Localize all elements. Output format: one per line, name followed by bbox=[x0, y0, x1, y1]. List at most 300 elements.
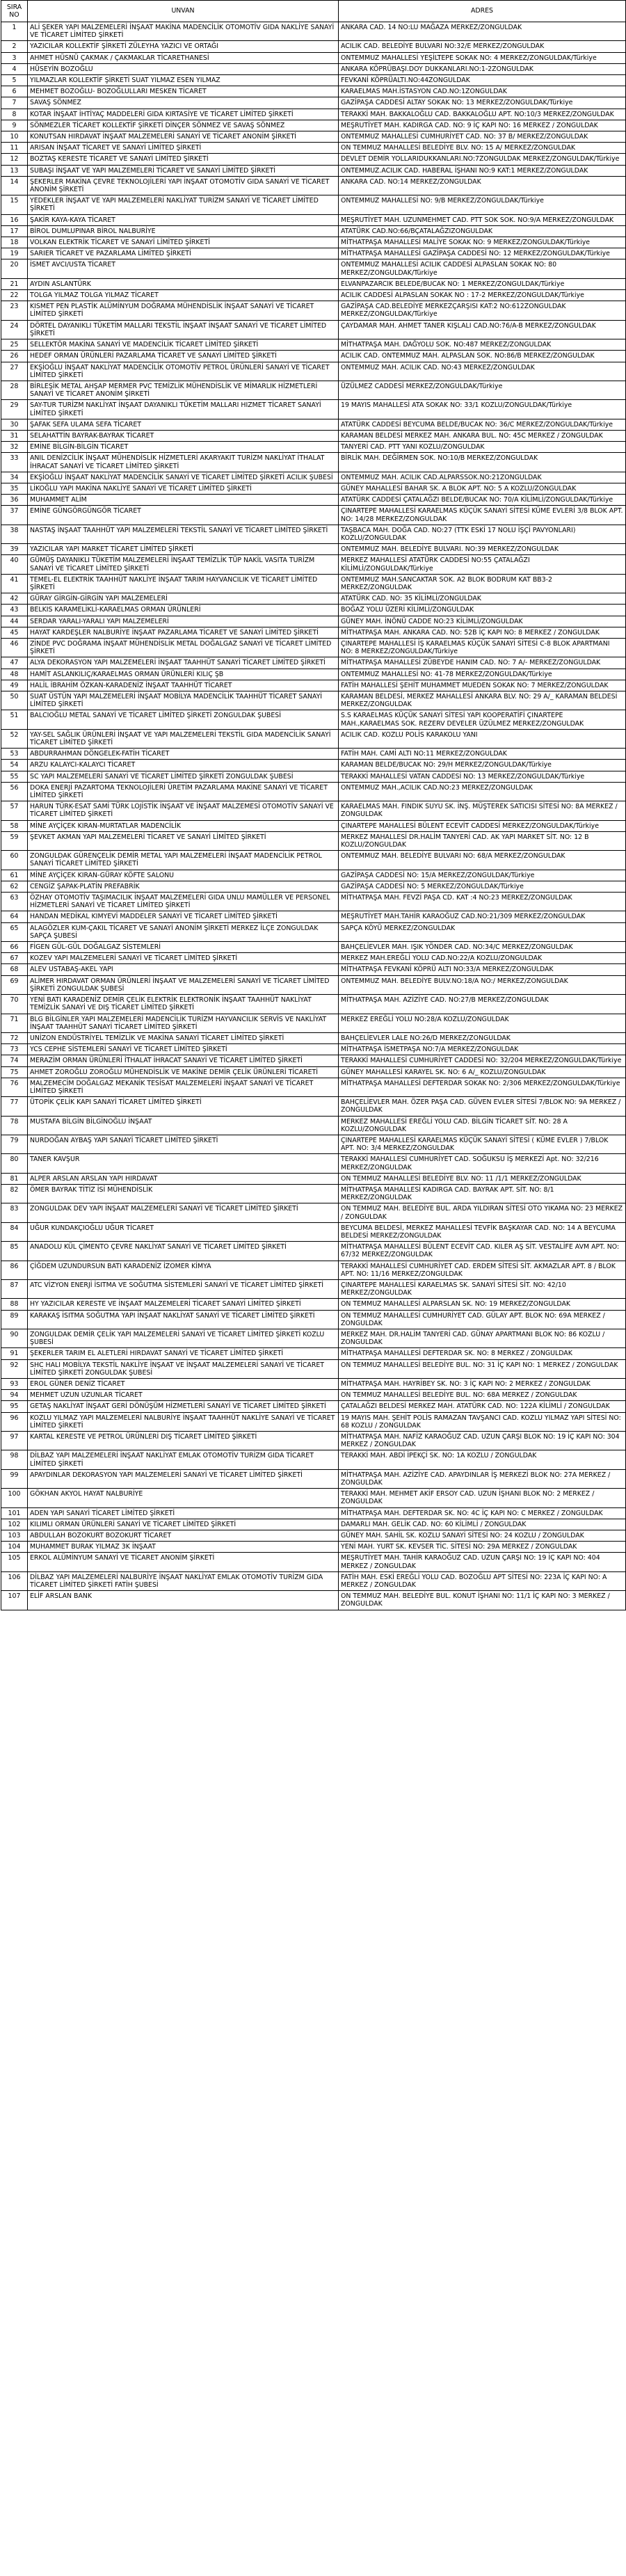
row-number: 103 bbox=[1, 1530, 28, 1542]
company-address: ONTEMMUZ.ACILIK CAD. HABERAL İŞHANI NO:9 KAT:1 MERKEZ/ZONGULDAK bbox=[339, 165, 626, 176]
row-number: 10 bbox=[1, 131, 28, 143]
company-name: SC YAPI MALZEMELERİ SANAYİ VE TİCARET LİMİTED ŞİRKETİ ZONGULDAK ŞUBESİ bbox=[28, 771, 339, 782]
company-name: MEHMET BOZOĞLU- BOZOĞLULLARI MESKEN TİCARET bbox=[28, 86, 339, 97]
company-name: HY YAZICILAR KERESTE VE İNŞAAT MALZEMELERİ TİCARET SANAYİ LİMİTED ŞİRKETİ bbox=[28, 1299, 339, 1310]
row-number: 83 bbox=[1, 1203, 28, 1222]
company-address: MİTHATPAŞA MAHALLESİ KADIRGA CAD. BAYRAK APT. SİT. NO: 8/1 MERKEZ/ZONGULDAK bbox=[339, 1184, 626, 1203]
table-row bbox=[1, 911, 626, 922]
company-address: ON TEMMUZ MAHALLESİ ALPARSLAN SK. NO: 19 MERKEZ/ZONGULDAK bbox=[339, 1299, 626, 1310]
company-name: ADEN YAPI SANAYİ TİCARET LİMİTED ŞİRKETİ bbox=[28, 1507, 339, 1519]
company-name: EMİNE BİLGİN-BİLGİN TİCARET bbox=[28, 442, 339, 453]
company-name: BOZTAŞ KERESTE TİCARET VE SANAYİ LİMİTED ŞİRKETİ bbox=[28, 154, 339, 165]
table-row bbox=[1, 760, 626, 771]
row-number: 33 bbox=[1, 453, 28, 472]
row-number: 88 bbox=[1, 1299, 28, 1310]
company-address: ONTEMMUZ MAH. ACILIK CAD. NO:43 MERKEZ/ZONGULDAK bbox=[339, 362, 626, 381]
row-number: 52 bbox=[1, 729, 28, 748]
table-row bbox=[1, 669, 626, 680]
row-number: 1 bbox=[1, 22, 28, 41]
company-address: BEYCUMA BELDESİ, MERKEZ MAHALLESİ TEVFİK BAŞKAYAR CAD. NO: 14 A BEYCUMA BELDESİ MERKEZ/ZONGULDAK bbox=[339, 1222, 626, 1241]
company-address: MİTHATPAŞA MAH. NAFİZ KARAOĞUZ CAD. UZUN ÇARŞI BLOK NO: 19 İÇ KAPI NO: 304 MERKEZ / ZONGULDAK bbox=[339, 1432, 626, 1450]
company-name: ZONGULDAK DEMİR ÇELİK YAPI MALZEMELERİ SANAYİ VE TİCARET LİMİTED ŞİRKETİ KOZLU ŞUBESİ bbox=[28, 1329, 339, 1348]
row-number: 11 bbox=[1, 143, 28, 154]
company-name: NASTAŞ İNŞAAT TAAHHÜT YAPI MALZEMELERİ TEKSTİL SANAYİ VE TİCARET LİMİTED ŞİRKETİ bbox=[28, 525, 339, 543]
row-number: 73 bbox=[1, 1044, 28, 1055]
company-name: YCS CEPHE SİSTEMLERİ SANAYİ VE TİCARET LİMİTED ŞİRKETİ bbox=[28, 1044, 339, 1055]
row-number: 41 bbox=[1, 574, 28, 593]
table-row bbox=[1, 574, 626, 593]
table-row bbox=[1, 1412, 626, 1431]
table-row bbox=[1, 1507, 626, 1519]
company-name: DOKA ENERJİ PAZARTOMA TEKNOLOJİLERİ ÜRETİM PAZARLAMA MAKİNE SANAYİ VE TİCARET LİMİTED ŞİRKETİ bbox=[28, 782, 339, 801]
company-address: GÜNEY MAH. SAHİL SK. KOZLU SANAYİ SİTESİ NO: 24 KOZLU / ZONGULDAK bbox=[339, 1530, 626, 1542]
table-row bbox=[1, 1310, 626, 1329]
company-address: MİTHATPAŞA MAHALLESİ BÜLENT ECEVİT CAD. KILER AŞ SİT. VESTALİFE AVM APT. NO: 67/32 MERKEZ/ZONGULDAK bbox=[339, 1242, 626, 1261]
company-name: ALPER ARSLAN ARSLAN YAPI HIRDAVAT bbox=[28, 1173, 339, 1184]
row-number: 44 bbox=[1, 616, 28, 627]
row-number: 57 bbox=[1, 801, 28, 820]
table-row bbox=[1, 964, 626, 975]
company-name: YAZICILAR YAPI MARKET TİCARET LİMİTED ŞİRKETİ bbox=[28, 544, 339, 555]
row-number: 40 bbox=[1, 555, 28, 574]
company-name: MEHMET UZUN UZUNLAR TİCARET bbox=[28, 1390, 339, 1401]
table-row bbox=[1, 495, 626, 506]
company-name: ABDURRAHMAN DÖNGELEK-FATİH TİCARET bbox=[28, 749, 339, 760]
company-name: GETAŞ NAKLİYAT İNŞAAT GERİ DÖNÜŞÜM HİZMETLERİ SANAYİ VE TİCARET LİMİTED ŞİRKETİ bbox=[28, 1401, 339, 1412]
company-address: ÇINARTEPE MAHALLESİ BÜLENT ECEVİT CADDESİ MERKEZ/ZONGULDAK/Türkiye bbox=[339, 820, 626, 831]
table-row bbox=[1, 638, 626, 657]
table-row bbox=[1, 1078, 626, 1096]
table-row bbox=[1, 362, 626, 381]
company-address: MERKEZ MAH. DR.HALİM TANYERİ CAD. GÜNAY APARTMANI BLOK NO: 86 KOZLU / ZONGULDAK bbox=[339, 1329, 626, 1348]
table-row bbox=[1, 1390, 626, 1401]
table-row bbox=[1, 953, 626, 964]
table-row bbox=[1, 1116, 626, 1135]
company-name: AHMET ZOROĞLU ZOROĞLU MÜHENDİSLİK VE MAKİNE DEMİR ÇELİK ÜRÜNLERİ TİCARETİ bbox=[28, 1066, 339, 1078]
company-address: ATATÜRK CAD. NO: 35 KİLİMLİ/ZONGULDAK bbox=[339, 593, 626, 605]
company-address: GÜNEY MAHALLESİ BAHAR SK. A BLOK APT. NO: 5 A KOZLU/ZONGULDAK bbox=[339, 483, 626, 494]
company-name: ZONGULDAK DEV YAPI İNŞAAT MALZEMELERİ SANAYİ VE TİCARET LİMİTED ŞİRKETİ bbox=[28, 1203, 339, 1222]
company-name: KOTAR İNŞAAT İHTİYAÇ MADDELERİ GIDA KIRTASİYE VE TİCARET LİMİTED ŞİRKETİ bbox=[28, 109, 339, 120]
company-address: MİTHATPAŞA FEVKANİ KÖPRÜ ALTI NO:33/A MERKEZ/ZONGULDAK bbox=[339, 964, 626, 975]
row-number: 54 bbox=[1, 760, 28, 771]
company-address: ANKARA KÖPRÜBAŞI.DOY DUKKANLARI.NO:1-2ZONGULDAK bbox=[339, 63, 626, 74]
table-row bbox=[1, 248, 626, 259]
company-name: KARTAL KERESTE VE PETROL ÜRÜNLERİ DIŞ TİCARET LİMİTED ŞİRKETİ bbox=[28, 1432, 339, 1450]
row-number: 51 bbox=[1, 710, 28, 729]
company-address: MİTHATPAŞA MAH. FEVZİ PAŞA CD. KAT :4 NO:23 MERKEZ/ZONGULDAK bbox=[339, 893, 626, 911]
company-address: ON TEMMUZ MAHALLESİ BELEDİYE BUL. NO: 31 İÇ KAPI NO: 1 MERKEZ / ZONGULDAK bbox=[339, 1359, 626, 1378]
table-row bbox=[1, 97, 626, 109]
company-name: MİNE AYÇİÇEK KIRAN-GÜRAY KÖFTE SALONU bbox=[28, 870, 339, 881]
company-address: MİTHATPAŞA MAHALLESİ GAZİPAŞA CADDESİ NO: 12 MERKEZ/ZONGULDAK/Türkiye bbox=[339, 248, 626, 259]
table-row bbox=[1, 1530, 626, 1542]
table-row bbox=[1, 1055, 626, 1066]
table-row bbox=[1, 922, 626, 941]
row-number: 70 bbox=[1, 995, 28, 1014]
company-name: DİLBAZ YAPI MALZEMELERİ NALBURİYE İNŞAAT NAKLİYAT EMLAK OTOMOTİV TURİZM GIDA TİCARET LİMİTED ŞİRKETİ FATİH ŞUBESİ bbox=[28, 1571, 339, 1590]
table-row bbox=[1, 1401, 626, 1412]
table-row bbox=[1, 771, 626, 782]
company-name: LİKOĞLU YAPI MAKİNA NAKLİYE SANAYİ VE TİCARET LİMİTED ŞİRKETİ bbox=[28, 483, 339, 494]
table-row bbox=[1, 131, 626, 143]
table-body bbox=[1, 22, 626, 1610]
row-number: 71 bbox=[1, 1014, 28, 1032]
company-name: ERKOL ALÜMİNYUM SANAYİ VE TİCARET ANONİM ŞİRKETİ bbox=[28, 1553, 339, 1571]
company-name: ALİMER HIRDAVAT ORMAN ÜRÜNLERİ İNŞAAT VE MALZEMELERİ SANAYİ VE TİCARET LİMİTED ŞİRKETİ ZONGULDAK ŞUBESİ bbox=[28, 975, 339, 994]
company-address: SAPÇA KÖYÜ MERKEZ/ZONGULDAK bbox=[339, 922, 626, 941]
company-address: ACILIK CAD. ONTEMMUZ MAH. ALPASLAN SOK. NO:86/B MERKEZ/ZONGULDAK bbox=[339, 351, 626, 362]
table-row bbox=[1, 1571, 626, 1590]
table-row bbox=[1, 605, 626, 616]
company-address: ON TEMMUZ MAH. BELEDİYE BUL. KONUT İŞHANI NO: 11/1 İÇ KAPI NO: 3 MERKEZ / ZONGULDAK bbox=[339, 1591, 626, 1610]
header-no: SIRA NO bbox=[1, 1, 28, 22]
row-number: 46 bbox=[1, 638, 28, 657]
company-name: ALAGÖZLER KUM-ÇAKIL TİCARET VE SANAYİ ANONİM ŞİRKETİ MERKEZ İLÇE ZONGULDAK SAPÇA ŞUBESİ bbox=[28, 922, 339, 941]
row-number: 99 bbox=[1, 1469, 28, 1488]
company-address: ONTEMMUZ MAH. BELEDİYE BULVARI NO: 68/A MERKEZ/ZONGULDAK bbox=[339, 851, 626, 870]
row-number: 45 bbox=[1, 627, 28, 638]
table-row bbox=[1, 1261, 626, 1279]
company-name: HAMİT ASLANKILIÇ/KARAELMAS ORMAN ÜRÜNLERİ KILIÇ ŞB bbox=[28, 669, 339, 680]
row-number: 53 bbox=[1, 749, 28, 760]
row-number: 93 bbox=[1, 1379, 28, 1390]
company-name: FİGEN GÜL-GÜL DOĞALGAZ SİSTEMLERİ bbox=[28, 942, 339, 953]
table-row bbox=[1, 525, 626, 543]
company-address: MİTHATPAŞA MAHALLESİ DEFTERDAR SOKAK NO: 2/306 MERKEZ/ZONGULDAK/Türkiye bbox=[339, 1078, 626, 1096]
company-name: ATC VİZYON ENERJİ İSITMA VE SOĞUTMA SİSTEMLERİ SANAYİ VE TİCARET LİMİTED ŞİRKETİ bbox=[28, 1279, 339, 1298]
row-number: 64 bbox=[1, 911, 28, 922]
company-name: APAYDINLAR DEKORASYON YAPI MALZEMELERİ SANAYİ VE TİCARET LİMİTED ŞİRKETİ bbox=[28, 1469, 339, 1488]
row-number: 34 bbox=[1, 472, 28, 483]
row-number: 63 bbox=[1, 893, 28, 911]
company-address: TERAKKİ MAHALLESİ CUMHURİYET CAD. SOĞUKSU İŞ MERKEZİ Apt. NO: 32/216 MERKEZ/ZONGULDAK bbox=[339, 1154, 626, 1173]
company-name: ALYA DEKORASYON YAPI MALZEMELERİ İNŞAAT TAAHHÜT SANAYİ TİCARET LİMİTED ŞİRKETİ bbox=[28, 657, 339, 669]
company-address: ELVANPAZARCIK BELEDE/BUCAK NO: 1 MERKEZ/ZONGULDAK/Türkiye bbox=[339, 278, 626, 289]
row-number: 65 bbox=[1, 922, 28, 941]
table-row bbox=[1, 320, 626, 339]
company-name: KISMET PEN PLASTİK ALÜMİNYUM DOĞRAMA MÜHENDİSLİK İNŞAAT SANAYİ VE TİCARET LİMİTED ŞİRKETİ bbox=[28, 301, 339, 320]
table-row bbox=[1, 544, 626, 555]
table-row bbox=[1, 680, 626, 691]
row-number: 49 bbox=[1, 680, 28, 691]
table-row bbox=[1, 1154, 626, 1173]
company-address: KARAMAN BELDE/BUCAK NO: 29/H MERKEZ/ZONGULDAK/Türkiye bbox=[339, 760, 626, 771]
company-name: ARISAN İNŞAAT TİCARET VE SANAYİ LİMİTED ŞİRKETİ bbox=[28, 143, 339, 154]
header-address: ADRES bbox=[339, 1, 626, 22]
company-name: CENGİZ ŞAPAK-PLATİN PREFABRİK bbox=[28, 881, 339, 892]
company-address: BOĞAZ YOLU ÜZERİ KİLİMLİ/ZONGULDAK bbox=[339, 605, 626, 616]
company-address: KARAMAN BELDESİ MERKEZ MAH. ANKARA BUL. NO: 45C MERKEZ / ZONGULDAK bbox=[339, 430, 626, 441]
company-name: ANADOLU KÜL ÇİMENTO ÇEVRE NAKLİYAT SANAYİ VE TİCARET LİMİTED ŞİRKETİ bbox=[28, 1242, 339, 1261]
row-number: 97 bbox=[1, 1432, 28, 1450]
table-row bbox=[1, 52, 626, 63]
company-address: ÇINARTEPE MAHALLESİ KARAELMAS KÜÇÜK SANAYİ SİTESİ KÜME EVLERİ 3/8 BLOK APT. NO: 14/28 MERKEZ/ZONGULDAK bbox=[339, 506, 626, 525]
table-row bbox=[1, 1359, 626, 1378]
company-address: MİTHATPAŞA MAH. AZİZİYE CAD. APAYDINLAR İŞ MERKEZİ BLOK NO: 27A MERKEZ / ZONGULDAK bbox=[339, 1469, 626, 1488]
table-row bbox=[1, 1203, 626, 1222]
row-number: 58 bbox=[1, 820, 28, 831]
row-number: 69 bbox=[1, 975, 28, 994]
row-number: 60 bbox=[1, 851, 28, 870]
company-address: MİTHATPAŞA MAH. DEFTERDAR SK. NO: 4C İÇ KAPI NO: C MERKEZ / ZONGULDAK bbox=[339, 1507, 626, 1519]
company-name: ÖMER BAYRAK TİTİZ İSİ MÜHENDİSLİK bbox=[28, 1184, 339, 1203]
table-row bbox=[1, 1184, 626, 1203]
row-number: 38 bbox=[1, 525, 28, 543]
row-number: 61 bbox=[1, 870, 28, 881]
company-name: EKŞİOĞLU İNŞAAT NAKLİYAT MADENCİLİK SANAYİ VE TİCARET LİMİTED ŞİRKETİ ACILIK ŞUBESİ bbox=[28, 472, 339, 483]
table-row bbox=[1, 749, 626, 760]
company-address: ÇINARTEPE MAHALLESİ İŞ KARAELMAS KÜÇÜK SANAYİ SİTESİ C-8 BLOK APARTMANI NO: 8 MERKEZ/ZONGULDAK/Türkiye bbox=[339, 638, 626, 657]
row-number: 76 bbox=[1, 1078, 28, 1096]
row-number: 75 bbox=[1, 1066, 28, 1078]
table-row bbox=[1, 1469, 626, 1488]
row-number: 39 bbox=[1, 544, 28, 555]
row-number: 26 bbox=[1, 351, 28, 362]
row-number: 28 bbox=[1, 381, 28, 399]
row-number: 43 bbox=[1, 605, 28, 616]
table-row bbox=[1, 1097, 626, 1116]
company-address: ATATÜRK CADDESİ BEYCUMA BELDE/BUCAK NO: 36/C MERKEZ/ZONGULDAK/Türkiye bbox=[339, 419, 626, 430]
company-name: YENİ BATI KARADENİZ DEMİR ÇELİK ELEKTRİK ELEKTRONİK İNŞAAT TAAHHÜT NAKLİYAT TEMİZLİK SANAYİ VE DIŞ TİCARET LİMİTED ŞİRKETİ bbox=[28, 995, 339, 1014]
company-name: HARUN TÜRK-ESAT SAMİ TÜRK LOJİSTİK İNŞAAT VE İNŞAAT MALZEMESİ OTOMOTİV SANAYİ VE TİCARET LİMİTED ŞİRKETİ bbox=[28, 801, 339, 820]
row-number: 13 bbox=[1, 165, 28, 176]
row-number: 74 bbox=[1, 1055, 28, 1066]
table-row bbox=[1, 593, 626, 605]
table-row bbox=[1, 259, 626, 278]
table-row bbox=[1, 1279, 626, 1298]
row-number: 18 bbox=[1, 237, 28, 248]
company-name: ANIL DENİZCİLİK İNŞAAT MÜHENDİSLİK HİZMETLERİ AKARYAKIT TURİZM NAKLİYAT İTHALAT İHRACAT SANAYİ VE TİCARET LİMİTED ŞİRKETİ bbox=[28, 453, 339, 472]
row-number: 72 bbox=[1, 1032, 28, 1043]
table-row bbox=[1, 995, 626, 1014]
table-row bbox=[1, 893, 626, 911]
row-number: 85 bbox=[1, 1242, 28, 1261]
company-address: MİTHATPAŞA MAH. AZİZİYE CAD. NO:27/B MERKEZ/ZONGULDAK bbox=[339, 995, 626, 1014]
company-address: ONTEMMUZ MAH.,ACILIK CAD.NO:23 MERKEZ/ZONGULDAK bbox=[339, 782, 626, 801]
table-row bbox=[1, 143, 626, 154]
table-row bbox=[1, 831, 626, 850]
table-row bbox=[1, 616, 626, 627]
company-address: BAHÇELİEVLER MAH. ÖZER PAŞA CAD. GÜVEN EVLER SİTESİ 7/BLOK NO: 9A MERKEZ / ZONGULDAK bbox=[339, 1097, 626, 1116]
company-address: ÜZÜLMEZ CADDESİ MERKEZ/ZONGULDAK/Türkiye bbox=[339, 381, 626, 399]
company-name: MİNE AYÇİÇEK KIRAN-MURTATLAR MADENCİLİK bbox=[28, 820, 339, 831]
company-name: ELİF ARSLAN BANK bbox=[28, 1591, 339, 1610]
company-name: SÖNMEZLER TİCARET KOLLEKTİF ŞİRKETİ DİNÇER SÖNMEZ VE SAVAŞ SÖNMEZ bbox=[28, 120, 339, 131]
company-name: SAY-TUR TURİZM NAKLİYAT İNŞAAT DAYANIKLI TÜKETİM MALLARI HIZMET TİCARET SANAYİ LİMİTED ŞİRKETİ bbox=[28, 400, 339, 419]
row-number: 2 bbox=[1, 41, 28, 52]
company-address: FEVKANİ KÖPRÜALTI.NO:44ZONGULDAK bbox=[339, 75, 626, 86]
row-number: 90 bbox=[1, 1329, 28, 1348]
company-name: AYDIN ASLANTÜRK bbox=[28, 278, 339, 289]
company-address: MİTHATPAŞA İSMETPAŞA NO:7/A MERKEZ/ZONGULDAK bbox=[339, 1044, 626, 1055]
company-name: EMİNE GÜNGÖRGÜNGÖR TİCARET bbox=[28, 506, 339, 525]
row-number: 8 bbox=[1, 109, 28, 120]
company-name: ÜTOPİK ÇELİK KAPI SANAYİ TİCARET LİMİTED ŞİRKETİ bbox=[28, 1097, 339, 1116]
company-name: EKŞİOĞLU İNŞAAT NAKLİYAT MADENCİLİK OTOMOTİV PETROL ÜRÜNLERİ SANAYİ VE TİCARET LİMİTED ŞİRKETİ bbox=[28, 362, 339, 381]
company-name: HANDAN MEDİKAL KIMYEVİ MADDELER SANAYİ VE TİCARET LİMİTED ŞİRKETİ bbox=[28, 911, 339, 922]
company-name: MERAZİM ORMAN ÜRÜNLERİ İTHALAT İHRACAT SANAYİ VE TİCARET LİMİTED ŞİRKETİ bbox=[28, 1055, 339, 1066]
company-address: TERAKKİ MAHALLESİ CUMHURİYET CADDESİ NO: 32/204 MERKEZ/ZONGULDAK/Türkiye bbox=[339, 1055, 626, 1066]
table-row bbox=[1, 820, 626, 831]
company-name: MUSTAFA BİLGİN BİLGİNOĞLU İNŞAAT bbox=[28, 1116, 339, 1135]
company-address: BİRLİK MAH. DEĞİRMEN SOK. NO:10/B MERKEZ/ZONGULDAK bbox=[339, 453, 626, 472]
table-row bbox=[1, 351, 626, 362]
table-row bbox=[1, 278, 626, 289]
table-row bbox=[1, 1519, 626, 1530]
company-name: ARZU KALAYCI-KALAYCI TİCARET bbox=[28, 760, 339, 771]
table-row bbox=[1, 1044, 626, 1055]
company-address: DAMARLI MAH. GELİK CAD. NO: 60 KİLİMLİ / ZONGULDAK bbox=[339, 1519, 626, 1530]
company-address: ÇAYDAMAR MAH. AHMET TANER KIŞLALI CAD.NO:76/A-B MERKEZ/ZONGULDAK bbox=[339, 320, 626, 339]
company-address: ONTEMMUZ MAHALLESİ YEŞİLTEPE SOKAK NO: 4 MERKEZ/ZONGULDAK/Türkiye bbox=[339, 52, 626, 63]
row-number: 15 bbox=[1, 195, 28, 214]
table-row bbox=[1, 195, 626, 214]
row-number: 55 bbox=[1, 771, 28, 782]
row-number: 47 bbox=[1, 657, 28, 669]
table-row bbox=[1, 442, 626, 453]
row-number: 9 bbox=[1, 120, 28, 131]
table-row bbox=[1, 1542, 626, 1553]
company-address: GÜNEY MAHALLESİ KARAYEL SK. NO: 6 A/_ KOZLU/ZONGULDAK bbox=[339, 1066, 626, 1078]
table-row bbox=[1, 41, 626, 52]
row-number: 78 bbox=[1, 1116, 28, 1135]
row-number: 4 bbox=[1, 63, 28, 74]
row-number: 35 bbox=[1, 483, 28, 494]
company-name: ALEV USTABAŞ-AKEL YAPI bbox=[28, 964, 339, 975]
company-address: ÇATALAĞZI BELDESİ MERKEZ MAH. ATATÜRK CAD. NO: 122A KİLİMLİ / ZONGULDAK bbox=[339, 1401, 626, 1412]
table-row bbox=[1, 1299, 626, 1310]
company-address: MERKEZ MAHALLESİ DR.HALİM TANYERİ CAD. AK YAPI MARKET SİT. NO: 12 B KOZLU/ZONGULDAK bbox=[339, 831, 626, 850]
company-address: ON TEMMUZ MAHALLESİ CUMHURİYET CAD. GÜLAY APT. BLOK NO: 69A MERKEZ / ZONGULDAK bbox=[339, 1310, 626, 1329]
row-number: 86 bbox=[1, 1261, 28, 1279]
row-number: 102 bbox=[1, 1519, 28, 1530]
row-number: 16 bbox=[1, 214, 28, 225]
company-address: ACILIK CADDESİ ALPASLAN SOKAK NO : 17-2 MERKEZ/ZONGULDAK/Türkiye bbox=[339, 290, 626, 301]
table-row bbox=[1, 237, 626, 248]
company-address: MİTHATPAŞA MAH. HAYRİBEY SK. NO: 3 İÇ KAPI NO: 2 MERKEZ / ZONGULDAK bbox=[339, 1379, 626, 1390]
row-number: 106 bbox=[1, 1571, 28, 1590]
company-address: S.S KARAELMAS KÜÇÜK SANAYİ SİTESİ YAPI KOOPERATİFİ ÇINARTEPE MAH.,KARAELMAS SOK. REZERV DEVELER ÜZÜLMEZ MERKEZ/ZONGULDAK bbox=[339, 710, 626, 729]
row-number: 80 bbox=[1, 1154, 28, 1173]
company-name: NURDOĞAN AYBAŞ YAPI SANAYİ TİCARET LİMİTED ŞİRKETİ bbox=[28, 1135, 339, 1153]
row-number: 62 bbox=[1, 881, 28, 892]
table-row bbox=[1, 1432, 626, 1450]
company-address: ANKARA CAD. NO:14 MERKEZ/ZONGULDAK bbox=[339, 176, 626, 195]
table-row bbox=[1, 627, 626, 638]
company-address: ON TEMMUZ MAH. BELEDİYE BUL. ARDA YILDIRAN SİTESİ OTO YIKAMA NO: 23 MERKEZ / ZONGULDAK bbox=[339, 1203, 626, 1222]
table-row bbox=[1, 729, 626, 748]
company-address: ON TEMMUZ MAHALLESİ BELEDİYE BLV. NO: 11 /1/1 MERKEZ/ZONGULDAK bbox=[339, 1173, 626, 1184]
table-row bbox=[1, 290, 626, 301]
company-address: ONTEMMUZ MAHALLESİ ACILIK CADDESİ ALPASLAN SOKAK NO: 80 MERKEZ/ZONGULDAK/Türkiye bbox=[339, 259, 626, 278]
table-row bbox=[1, 851, 626, 870]
table-row bbox=[1, 870, 626, 881]
table-row bbox=[1, 657, 626, 669]
company-address: MERKEZ MAH.EREĞLİ YOLU CAD.NO:22/A KOZLU/ZONGULDAK bbox=[339, 953, 626, 964]
company-name: YAY-SEL SAĞLIK ÜRÜNLERİ İNŞAAT VE YAPI MALZEMELERİ TEKSTİL GIDA MADENCİLİK SANAYİ TİCARET LİMİTED ŞİRKETİ bbox=[28, 729, 339, 748]
row-number: 7 bbox=[1, 97, 28, 109]
table-row bbox=[1, 506, 626, 525]
company-address: ONTEMMUZ MAH.SANCAKTAR SOK. A2 BLOK BODRUM KAT BB3-2 MERKEZ/ZONGULDAK bbox=[339, 574, 626, 593]
table-row bbox=[1, 430, 626, 441]
table-row bbox=[1, 555, 626, 574]
row-number: 105 bbox=[1, 1553, 28, 1571]
company-address: 19 MAYIS MAH. ŞEHİT POLİS RAMAZAN TAVŞANCI CAD. KOZLU YILMAZ YAPI SİTESİ NO: 68 KOZLU / ZONGULDAK bbox=[339, 1412, 626, 1431]
company-name: SUAT ÜSTÜN YAPI MALZEMELERİ İNŞAAT MOBİLYA MADENCİLİK TAAHHÜT TİCARET SANAYİ LİMİTED ŞİRKETİ bbox=[28, 691, 339, 710]
table-row bbox=[1, 63, 626, 74]
table-row bbox=[1, 176, 626, 195]
company-name: GÜMÜŞ DAYANIKLI TÜKETİM MALZEMELERİ İNŞAAT TEMİZLİK TÜP NAKİL VASITA TURİZM SANAYİ VE TİCARET LİMİTED ŞİRKETİ bbox=[28, 555, 339, 574]
row-number: 14 bbox=[1, 176, 28, 195]
row-number: 32 bbox=[1, 442, 28, 453]
table-row bbox=[1, 86, 626, 97]
table-row bbox=[1, 1379, 626, 1390]
row-number: 101 bbox=[1, 1507, 28, 1519]
company-address: MİTHATPAŞA MAHALLESİ MALİYE SOKAK NO: 9 MERKEZ/ZONGULDAK/Türkiye bbox=[339, 237, 626, 248]
company-address: TANYERİ CAD. PTT YANI KOZLU/ZONGULDAK bbox=[339, 442, 626, 453]
company-name: BALCIOĞLU METAL SANAYİ VE TİCARET LİMİTED ŞİRKETİ ZONGULDAK ŞUBESİ bbox=[28, 710, 339, 729]
table-row bbox=[1, 1173, 626, 1184]
company-address: ACILIK CAD. KOZLU POLİS KARAKOLU YANI bbox=[339, 729, 626, 748]
company-name: ŞEKERLER MAKİNA ÇEVRE TEKNOLOJİLERİ YAPI İNŞAAT OTOMOTİV GIDA SANAYİ VE TİCARET ANONİM ŞİRKETİ bbox=[28, 176, 339, 195]
row-number: 29 bbox=[1, 400, 28, 419]
company-name: GÜRAY GİRGİN-GİRGİN YAPI MALZEMELERİ bbox=[28, 593, 339, 605]
row-number: 82 bbox=[1, 1184, 28, 1203]
company-address: FATİH MAH. ESKİ EREĞLİ YOLU CAD. BOZOĞLU APT SİTESİ NO: 223A İÇ KAPI NO: A MERKEZ / ZONGULDAK bbox=[339, 1571, 626, 1590]
company-name: BİRLEŞİK METAL AHŞAP MERMER PVC TEMİZLİK MÜHENDİSLİK VE MİMARLIK HİZMETLERİ SANAYİ VE TİCARET ANONİM ŞİRKETİ bbox=[28, 381, 339, 399]
row-number: 50 bbox=[1, 691, 28, 710]
row-number: 66 bbox=[1, 942, 28, 953]
row-number: 48 bbox=[1, 669, 28, 680]
company-name: ÖZHAY OTOMOTİV TAŞIMACILIK İNŞAAT MALZEMELERİ GIDA UNLU MAMÜLLER VE PERSONEL HİZMETLERİ SANAYİ VE TİCARET LİMİTED ŞİRKETİ bbox=[28, 893, 339, 911]
company-address: KARAELMAS MAH. FINDIK SUYU SK. İNŞ. MÜŞTEREK SATICISI SİTESİ NO: 8A MERKEZ / ZONGULDAK bbox=[339, 801, 626, 820]
table-row bbox=[1, 165, 626, 176]
row-number: 104 bbox=[1, 1542, 28, 1553]
company-address: MEŞRUTİYET MAH.TAHİR KARAOĞUZ CAD.NO:21/309 MERKEZ/ZONGULDAK bbox=[339, 911, 626, 922]
row-number: 68 bbox=[1, 964, 28, 975]
company-name: ABDULLAH BOZOKURT BOZOKURT TİCARET bbox=[28, 1530, 339, 1542]
table-row bbox=[1, 881, 626, 892]
row-number: 89 bbox=[1, 1310, 28, 1329]
company-name: ŞEVKET AKMAN YAPI MALZEMELERİ TİCARET VE SANAYİ LİMİTED ŞİRKETİ bbox=[28, 831, 339, 850]
company-address: TERAKKİ MAH. MEHMET AKİF ERSOY CAD. UZUN İŞHANI BLOK NO: 2 MERKEZ / ZONGULDAK bbox=[339, 1489, 626, 1507]
row-number: 5 bbox=[1, 75, 28, 86]
company-name: KOZEV YAPI MALZEMELERİ SANAYİ VE TİCARET LİMİTED ŞİRKETİ bbox=[28, 953, 339, 964]
row-number: 87 bbox=[1, 1279, 28, 1298]
row-number: 27 bbox=[1, 362, 28, 381]
company-address: ONTEMMUZ MAH. ACILIK CAD.ALPARSSOK.NO:21ZONGULDAK bbox=[339, 472, 626, 483]
company-address: MİTHATPAŞA MAH. DAĞYOLU SOK. NO:487 MERKEZ/ZONGULDAK bbox=[339, 339, 626, 351]
table-row bbox=[1, 1222, 626, 1241]
company-name: KARAKAŞ İSITMA SOĞUTMA YAPI İNŞAAT NAKLİYAT SANAYİ VE TİCARET LİMİTED ŞİRKETİ bbox=[28, 1310, 339, 1329]
company-address: ONTEMMUZ MAHALLESİ NO: 41-78 MERKEZ/ZONGULDAK/Türkiye bbox=[339, 669, 626, 680]
company-name: SAVAŞ SÖNMEZ bbox=[28, 97, 339, 109]
company-address: GAZİPAŞA CADDESİ NO: 15/A MERKEZ/ZONGULDAK/Türkiye bbox=[339, 870, 626, 881]
row-number: 84 bbox=[1, 1222, 28, 1241]
company-address: MEŞRUTİYET MAH. UZUNMEHMET CAD. PTT SOK SOK. NO:9/A MERKEZ/ZONGULDAK bbox=[339, 214, 626, 225]
row-number: 100 bbox=[1, 1489, 28, 1507]
company-address: FATİH MAH. CAMİ ALTI NO:11 MERKEZ/ZONGULDAK bbox=[339, 749, 626, 760]
company-name: ŞAKİR KAYA-KAYA TİCARET bbox=[28, 214, 339, 225]
company-address: KARAMAN BELDESİ, MERKEZ MAHALLESİ ANKARA BLV. NO: 29 A/_ KARAMAN BELDESİ MERKEZ/ZONGULDAK bbox=[339, 691, 626, 710]
row-number: 59 bbox=[1, 831, 28, 850]
row-number: 77 bbox=[1, 1097, 28, 1116]
row-number: 24 bbox=[1, 320, 28, 339]
row-number: 81 bbox=[1, 1173, 28, 1184]
row-number: 6 bbox=[1, 86, 28, 97]
company-address: ONTEMMUZ MAHALLESİ NO: 9/B MERKEZ/ZONGULDAK/Türkiye bbox=[339, 195, 626, 214]
